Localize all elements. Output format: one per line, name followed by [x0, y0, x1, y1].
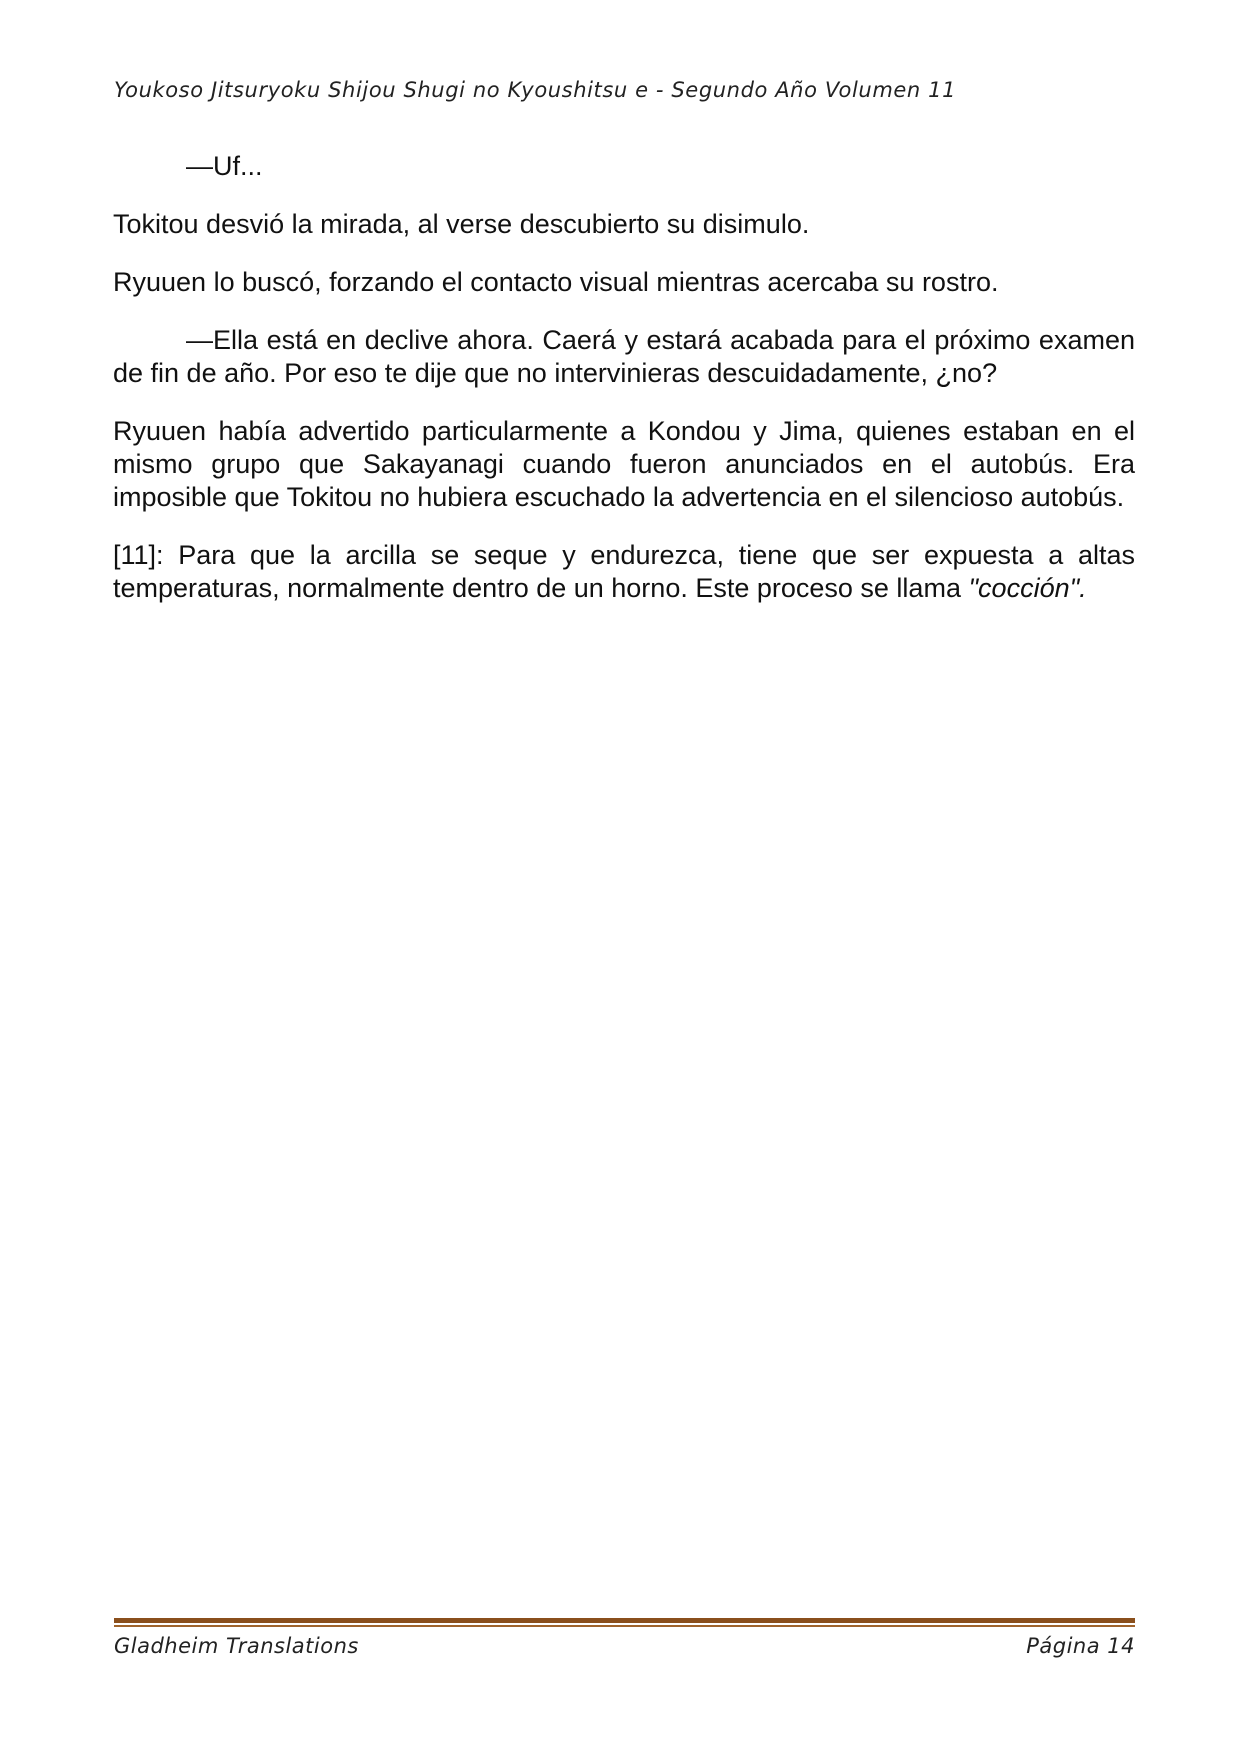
narration-paragraph: Ryuuen lo buscó, forzando el contacto visual mientras acercaba su rostro. — [113, 267, 999, 297]
narration-paragraph: Tokitou desvió la mirada, al verse descubierto su disimulo. — [113, 209, 810, 239]
footnote-text: [11]: Para que la arcilla se seque y endurezca, tiene que ser expuesta a altas temperaturas, normalmente dentro de un horno. Este proceso se llama — [113, 540, 1135, 603]
running-header: Youkoso Jitsuryoku Shijou Shugi no Kyoushitsu e - Segundo Año Volumen 11 — [114, 78, 957, 102]
dialogue-paragraph: —Ella está en declive ahora. Caerá y estará acabada para el próximo examen de fin de año. Por eso te dije que no intervinieras descuidadamente, ¿no? — [113, 325, 1135, 388]
footnote-paragraph — [113, 539, 1135, 605]
footer-divider — [114, 1618, 1135, 1628]
page-content — [113, 150, 1135, 630]
footer-publisher: Gladheim Translations — [114, 1634, 359, 1658]
narration-paragraph: Ryuuen había advertido particularmente a Kondou y Jima, quienes estaban en el mismo grupo que Sakayanagi cuando fueron anunciados en el autobús. Era imposible que Tokitou no hubiera escuchado la advertencia en el silencioso autobús. — [113, 416, 1135, 512]
footnote-italic-term: "cocción". — [968, 573, 1087, 603]
dialogue-paragraph: —Uf... — [186, 151, 263, 181]
footer-divider-thick — [114, 1618, 1135, 1623]
footer-page-number: Página 14 — [1026, 1634, 1135, 1658]
footer-divider-thin — [114, 1625, 1135, 1627]
